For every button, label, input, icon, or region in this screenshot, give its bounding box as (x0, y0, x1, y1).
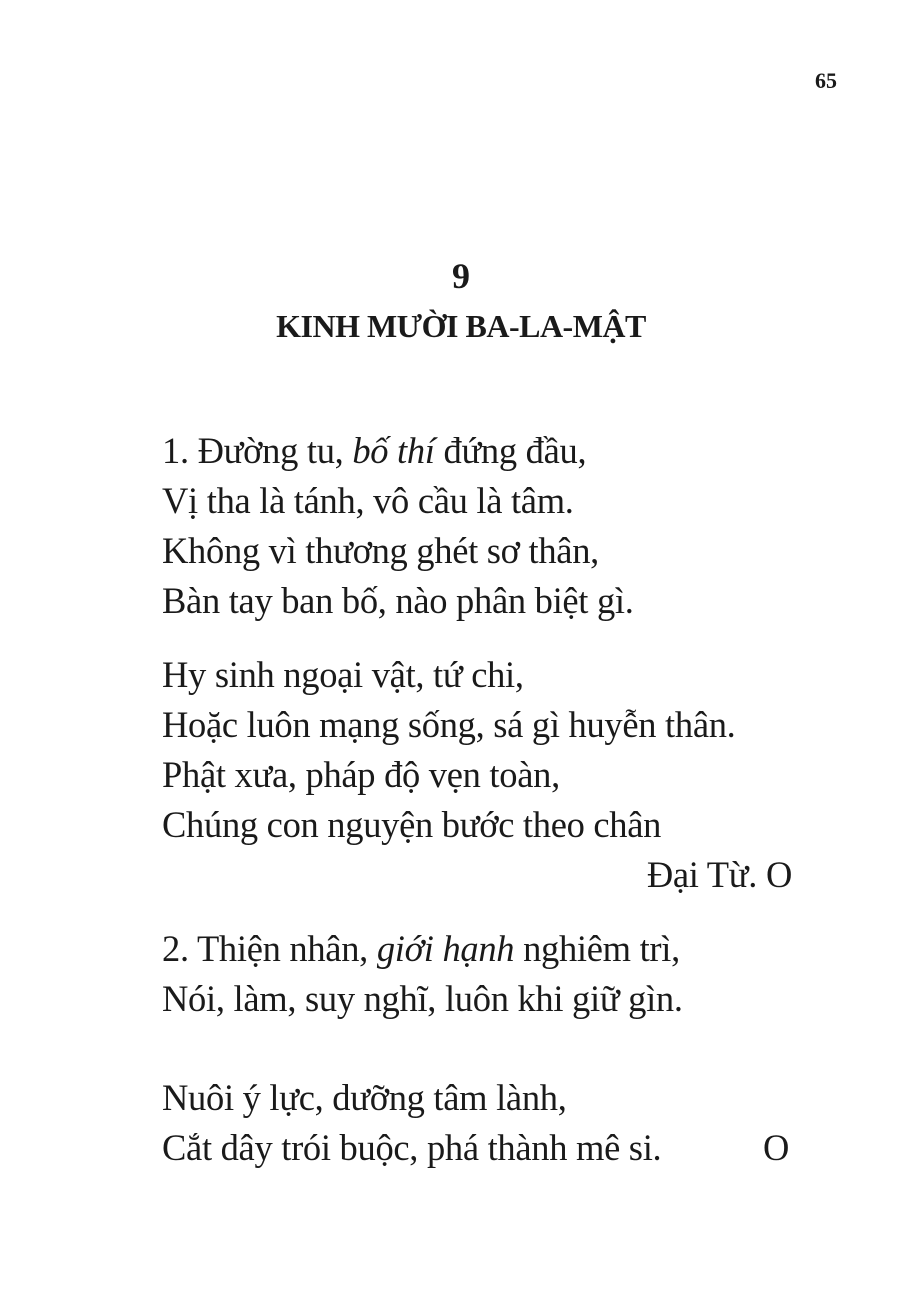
verse-line: Nuôi ý lực, dưỡng tâm lành, (162, 1077, 567, 1118)
verse-line: Không vì thương ghét sơ thân, (162, 530, 599, 571)
stanza (162, 426, 802, 626)
verse-line: Vị tha là tánh, vô cầu là tâm. (162, 480, 574, 521)
verse-line: Bàn tay ban bố, nào phân biệt gì. (162, 580, 634, 621)
verse-emphasis: giới hạnh (376, 928, 515, 969)
page-number: 65 (815, 68, 837, 93)
verse-line: Hoặc luôn mạng sống, sá gì huyễn thân. (162, 704, 736, 745)
verse-line: Nói, làm, suy nghĩ, luôn khi giữ gìn. (162, 978, 683, 1019)
verse-line (162, 1123, 802, 1173)
verse-line-end: đứng đầu, (434, 430, 587, 471)
verse-line-text: Cắt dây trói buộc, phá thành mê si. (162, 1127, 662, 1168)
verse-line (162, 924, 802, 974)
chapter-number: 9 (452, 256, 470, 296)
verse-line (162, 426, 802, 476)
verse-emphasis: bố thí (352, 430, 435, 471)
verse-line: Phật xưa, pháp độ vẹn toàn, (162, 754, 560, 795)
verse-line-start: 1. Đường tu, (162, 430, 353, 471)
stanza (162, 1073, 802, 1173)
verse-line: Hy sinh ngoại vật, tứ chi, (162, 654, 524, 695)
chapter-title: KINH MƯỜI BA-LA-MẬT (276, 308, 646, 344)
verse-line: Chúng con nguyện bước theo chân (162, 804, 662, 845)
stanza (162, 924, 802, 1024)
end-mark: O (763, 1127, 790, 1168)
verse-line-start: 2. Thiện nhân, (162, 928, 377, 969)
verse-line-continuation: Đại Từ. O (646, 854, 792, 895)
stanza (162, 650, 802, 900)
verse-line-end: nghiêm trì, (514, 928, 680, 969)
